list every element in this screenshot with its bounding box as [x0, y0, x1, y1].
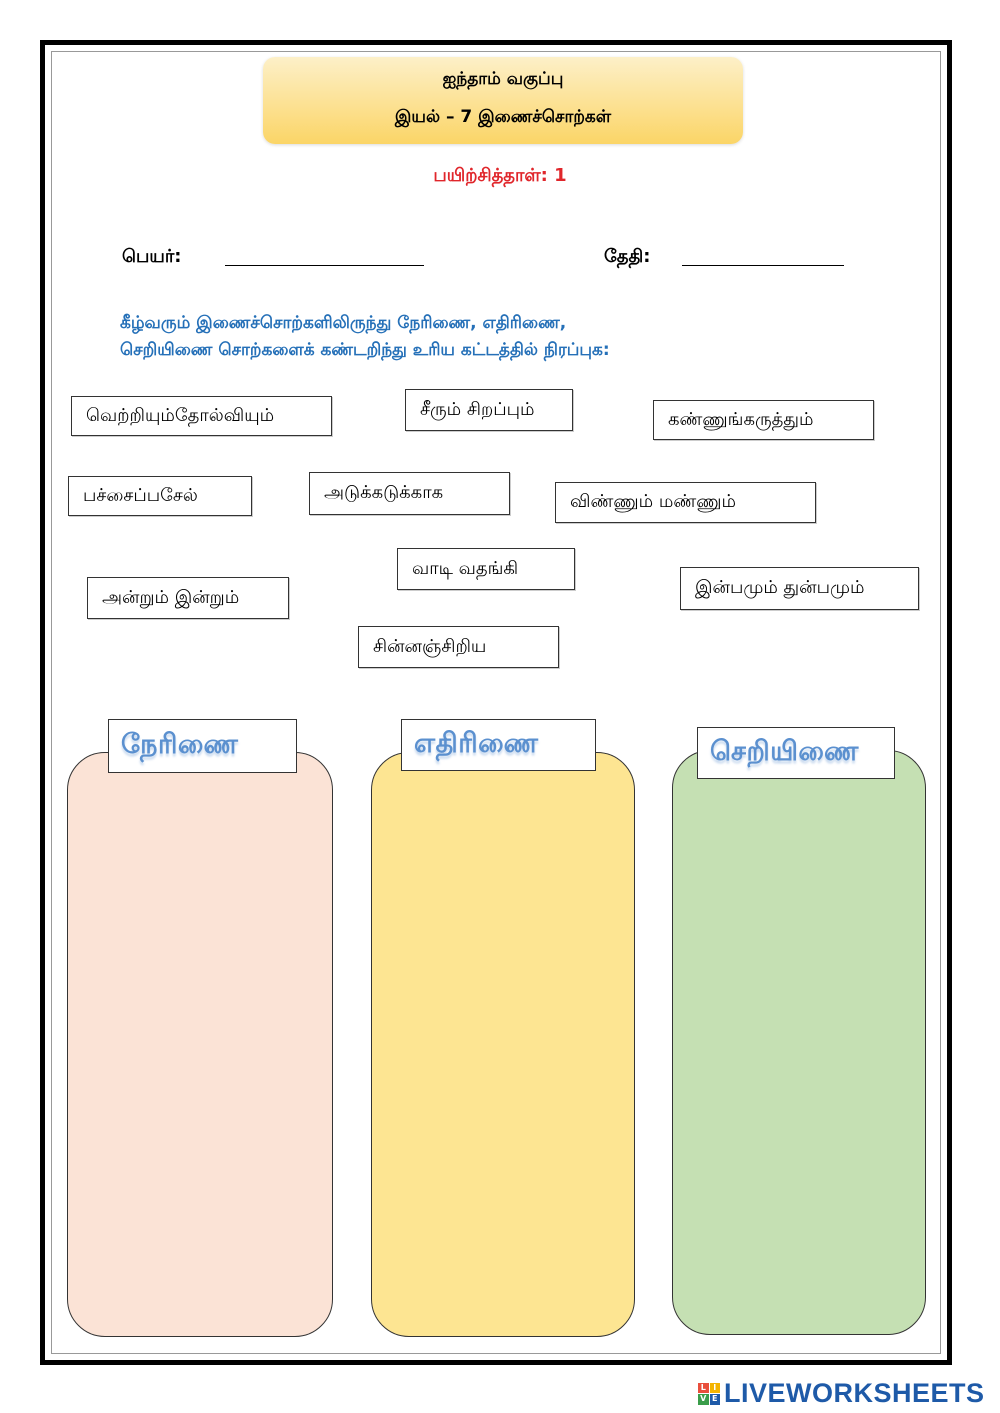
- drop-zone-seriyinai[interactable]: [672, 750, 926, 1335]
- worksheet-subtitle: பயிற்சித்தாள்: 1: [433, 165, 567, 186]
- word-card[interactable]: வெற்றியும்தோல்வியும்: [71, 396, 332, 436]
- liveworksheets-brand: [698, 1378, 985, 1409]
- name-blank[interactable]: [225, 265, 424, 266]
- drop-zone-ethirinai[interactable]: [371, 752, 635, 1337]
- header-banner: [263, 57, 743, 144]
- liveworksheets-logo-icon: [698, 1383, 720, 1405]
- word-card[interactable]: கண்ணுங்கருத்தும்: [653, 400, 874, 440]
- instruction-line-1: கீழ்வரும் இணைச்சொற்களிலிருந்து நேரிணை, எதிரிணை,: [120, 313, 567, 333]
- date-label: தேதி:: [604, 246, 651, 267]
- column-title-nerinai: நேரிணை: [108, 719, 297, 773]
- word-card[interactable]: இன்பமும் துன்பமும்: [680, 567, 919, 610]
- instruction-line-2: செறியிணை சொற்களைக் கண்டறிந்து உரிய கட்டத்தில் நிரப்புக:: [120, 340, 610, 360]
- word-card[interactable]: சீரும் சிறப்பும்: [405, 389, 573, 431]
- logo-letter: L: [698, 1383, 709, 1394]
- logo-letter: I: [710, 1383, 721, 1394]
- word-card[interactable]: அன்றும் இன்றும்: [87, 577, 289, 619]
- brand-name: LIVEWORKSHEETS: [724, 1378, 985, 1408]
- date-blank[interactable]: [682, 265, 844, 266]
- chapter-title: இயல் – 7 இணைச்சொற்கள்: [394, 107, 612, 127]
- word-card[interactable]: பச்சைப்பசேல்: [68, 476, 252, 516]
- word-card[interactable]: அடுக்கடுக்காக: [309, 472, 510, 515]
- grade-title: ஐந்தாம் வகுப்பு: [442, 69, 564, 89]
- column-title-ethirinai: எதிரிணை: [401, 719, 596, 771]
- logo-letter: V: [698, 1394, 709, 1405]
- word-card[interactable]: விண்ணும் மண்ணும்: [555, 482, 816, 523]
- drop-zone-nerinai[interactable]: [67, 752, 333, 1337]
- column-title-seriyinai: செறியிணை: [697, 727, 895, 779]
- word-card[interactable]: சின்னஞ்சிறிய: [358, 626, 559, 668]
- name-label: பெயர்:: [122, 246, 182, 267]
- logo-letter: E: [710, 1394, 721, 1405]
- word-card[interactable]: வாடி வதங்கி: [397, 548, 575, 590]
